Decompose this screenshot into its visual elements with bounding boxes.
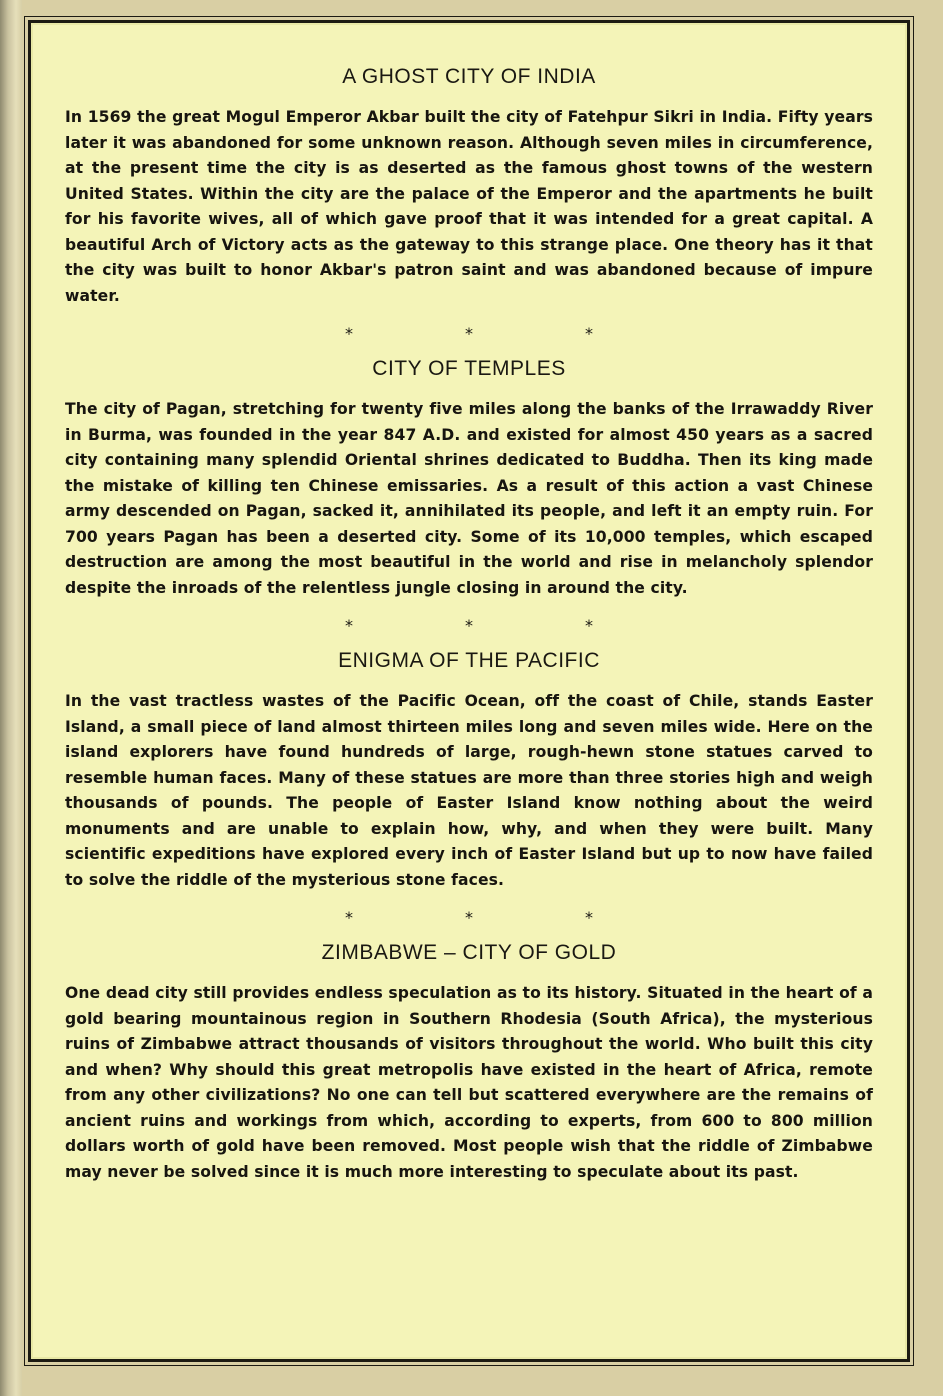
section-zimbabwe-city-of-gold xyxy=(65,939,873,1185)
divider-star: * xyxy=(585,907,593,927)
section-city-of-temples xyxy=(65,355,873,601)
text-page-frame xyxy=(28,20,910,1362)
divider-star: * xyxy=(345,323,353,343)
divider-star: * xyxy=(465,615,473,635)
section-body: The city of Pagan, stretching for twenty five miles along the banks of the Irrawaddy River in Burma, was founded in the year 847 A.D. and existed for almost 450 years as a sacred city containing many splendid Oriental shrines dedicated to Buddha. Then its king made the mistake of killing ten Chinese emissaries. As a result of this action a vast Chinese army descended on Pagan, sacked it, annihilated its people, and left it an empty ruin. For 700 years Pagan has been a deserted city. Some of its 10,000 temples, which escaped destruction are among the most beautiful in the world and rise in melancholy splendor despite the inroads of the relentless jungle closing in around the city. xyxy=(65,400,873,597)
divider-star: * xyxy=(585,615,593,635)
section-body: In 1569 the great Mogul Emperor Akbar built the city of Fatehpur Sikri in India. Fifty years later it was abandoned for some unknown reason. Although seven miles in circumference, at the present time the city is as deserted as the famous ghost towns of the western United States. Within the city are the palace of the Emperor and the apartments he built for his favorite wives, all of which gave proof that it was intended for a great capital. A beautiful Arch of Victory acts as the gateway to this strange place. One theory has it that the city was built to honor Akbar's patron saint and was abandoned because of impure water. xyxy=(65,108,873,305)
section-title: CITY OF TEMPLES xyxy=(372,357,566,380)
section-title: ENIGMA OF THE PACIFIC xyxy=(338,649,600,672)
section-body: In the vast tractless wastes of the Pacific Ocean, off the coast of Chile, stands Easter Island, a small piece of land almost thirteen miles long and seven miles wide. Here on the island explorers have found hundreds of large, rough-hewn stone statues carved to resemble human faces. Many of these statues are more than three stories high and weigh thousands of pounds. The people of Easter Island know nothing about the weird monuments and are unable to explain how, why, and when they were built. Many scientific expeditions have explored every inch of Easter Island but up to now have failed to solve the riddle of the mysterious stone faces. xyxy=(65,692,873,889)
divider-star: * xyxy=(345,907,353,927)
divider-star: * xyxy=(465,323,473,343)
section-enigma-of-the-pacific xyxy=(65,647,873,893)
section-title: ZIMBABWE – CITY OF GOLD xyxy=(321,941,617,964)
page-binding-edge xyxy=(0,0,22,1396)
article-content xyxy=(65,63,873,1185)
star-divider xyxy=(65,897,873,937)
divider-star: * xyxy=(465,907,473,927)
star-divider xyxy=(65,605,873,645)
star-divider xyxy=(65,313,873,353)
divider-star: * xyxy=(345,615,353,635)
divider-star: * xyxy=(585,323,593,343)
section-body: One dead city still provides endless speculation as to its history. Situated in the heart of a gold bearing mountainous region in Southern Rhodesia (South Africa), the mysterious ruins of Zimbabwe attract thousands of visitors throughout the world. Who built this city and when? Why should this great metropolis have existed in the heart of Africa, remote from any other civilizations? No one can tell but scattered everywhere are the remains of ancient ruins and workings from which, according to experts, from 600 to 800 million dollars worth of gold have been removed. Most people wish that the riddle of Zimbabwe may never be solved since it is much more interesting to speculate about its past. xyxy=(65,984,873,1181)
section-ghost-city-of-india xyxy=(65,63,873,309)
section-title: A GHOST CITY OF INDIA xyxy=(342,65,596,88)
